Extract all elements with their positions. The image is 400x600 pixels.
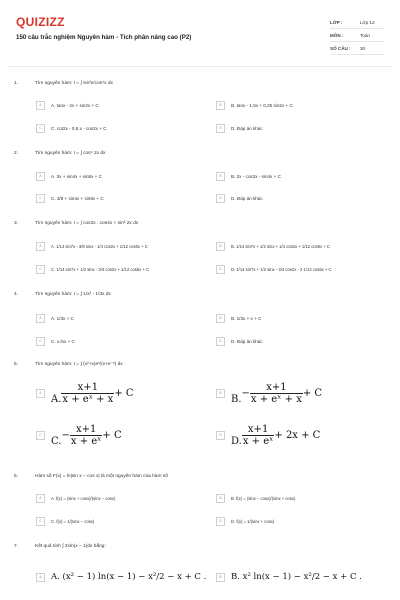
option-text: A. 1/3x + C [51, 316, 74, 321]
option-math [51, 382, 134, 405]
option-text: A. tanx - 2x + sin2x + C [51, 103, 99, 108]
option-3a[interactable] [36, 242, 148, 251]
option-text: C. x.lnx + C [51, 339, 75, 344]
question-1 [14, 81, 113, 86]
option-letter: A [36, 172, 45, 181]
option-text: C. 1/14 sin7x + 1/2 sinx - 3/4 cos2x + 1/12 cos6x + C [51, 267, 150, 272]
option-tail: + C [302, 388, 323, 399]
option-text: D. Đáp án khác [231, 126, 263, 131]
option-6b[interactable] [216, 494, 295, 503]
option-prefix: C. [51, 436, 62, 447]
option-text: C. cot2x - 0,5.x - cos2x + C [51, 126, 107, 131]
question-number: 1. [14, 81, 19, 86]
meta-key: MÔN : [330, 32, 344, 38]
question-6 [14, 474, 168, 479]
numerator: x+1 [250, 382, 303, 394]
denominator: x + eˣ + x [62, 394, 114, 405]
option-6a[interactable] [36, 494, 115, 503]
option-text: B. 1/14 sin7x + 1/2 sinx + 1/4 cos2x + 1/12 cos6x + C [231, 244, 330, 249]
meta-row-subject [330, 29, 384, 42]
option-1d[interactable] [216, 124, 263, 133]
question-number: 5. [14, 362, 19, 367]
option-letter: B [216, 314, 225, 323]
option-2c[interactable] [36, 194, 104, 203]
question-2 [14, 151, 105, 156]
meta-key: SỐ CÂU : [330, 45, 351, 51]
logo: QUIZIZZ [16, 15, 65, 29]
document-title: 150 câu trắc nghiệm Nguyên hàm - Tích phân nâng cao (P2) [16, 34, 192, 41]
option-tail: + C [114, 388, 134, 399]
option-letter: C [36, 431, 45, 440]
option-5c[interactable] [36, 424, 122, 447]
option-math [51, 424, 122, 447]
option-4c[interactable] [36, 337, 75, 346]
numerator: x+1 [61, 382, 114, 394]
question-prompt: Tìm nguyên hàm: I = ∫ cos3x . cos4x + sin³ 2x dx [35, 221, 139, 226]
option-text: D. 1/14 sin7x + 1/2 sinx - 3/4 cos2x - 2 1/12 cos6x + C [231, 267, 332, 272]
question-number: 2. [14, 151, 19, 156]
option-4a[interactable] [36, 314, 74, 323]
option-1a[interactable] [36, 101, 99, 110]
option-text: A. 3x + sin4x + sin8x + C [51, 174, 102, 179]
numerator: x+1 [242, 424, 275, 436]
option-letter: C [36, 124, 45, 133]
option-letter: B [216, 494, 225, 503]
option-math [231, 424, 320, 447]
option-letter: A [36, 389, 45, 398]
option-prefix: A. [51, 394, 62, 405]
option-6d[interactable] [216, 517, 274, 526]
option-text: B. 1/3x + x + C [231, 316, 262, 321]
meta-row-class [330, 16, 384, 29]
question-prompt: Kết quả tính ∫ 2xln(x − 1)dx bằng: [35, 544, 106, 549]
fraction [242, 424, 275, 447]
option-text: B. 2x - cos2x - sin4x + C [231, 174, 281, 179]
question-prompt: Tìm nguyên hàm: I = ∫ sin³x/cos⁴x dx [35, 81, 113, 86]
option-letter: D [216, 517, 225, 526]
option-6c[interactable] [36, 517, 94, 526]
header-divider [8, 66, 392, 67]
option-text: D. Đáp án khác [231, 339, 263, 344]
option-text: C. f(x) = 1/(sinx − cosx) [51, 519, 95, 524]
option-4d[interactable] [216, 337, 263, 346]
denominator: x + eˣ + x [250, 394, 302, 405]
option-1b[interactable] [216, 101, 293, 110]
option-letter: A [36, 314, 45, 323]
option-text: A. f(x) = (sinx + cosx)/(sinx − cosx) [51, 496, 116, 501]
option-letter: C [36, 194, 45, 203]
option-letter: D [216, 431, 225, 440]
fraction [61, 382, 114, 405]
option-4b[interactable] [216, 314, 261, 323]
option-letter: B [216, 242, 225, 251]
question-number: 4. [14, 292, 19, 297]
option-letter: A [36, 101, 45, 110]
question-number: 3. [14, 221, 19, 226]
option-letter: D [216, 265, 225, 274]
question-3 [14, 221, 138, 226]
option-text: B. f(x) = (sinx − cosx)/(sinx + cosx) [231, 496, 296, 501]
option-prefix: B. [231, 394, 242, 405]
fraction [250, 382, 303, 405]
option-sign: − [61, 430, 70, 441]
option-text: B. tanx - 1,5x + 0,25 sin2x + C [231, 103, 293, 108]
option-letter: B [216, 101, 225, 110]
question-7 [14, 544, 106, 549]
option-1c[interactable] [36, 124, 107, 133]
option-letter: B [216, 573, 225, 582]
option-5b[interactable] [216, 382, 322, 405]
option-letter: C [36, 337, 45, 346]
meta-panel [330, 16, 384, 55]
option-letter: D [216, 337, 225, 346]
question-prompt: Tìm nguyên hàm: I = ∫ 1/x³ - 1/3x dx [35, 292, 111, 297]
option-5a[interactable] [36, 382, 134, 405]
option-5d[interactable] [216, 424, 320, 447]
option-letter: B [216, 389, 225, 398]
option-letter: C [36, 265, 45, 274]
option-letter: A [36, 494, 45, 503]
meta-value: Lớp 12 [360, 19, 375, 25]
denominator: x + eˣ [242, 436, 274, 447]
meta-value: 30 [360, 45, 366, 51]
option-letter: D [216, 124, 225, 133]
option-tail: + 2x + C [274, 430, 321, 441]
option-tail: + C [102, 430, 122, 441]
option-prefix: D. [231, 436, 242, 447]
option-text: D. Đáp án khác [231, 196, 263, 201]
option-2d[interactable] [216, 194, 263, 203]
meta-key: LỚP : [330, 19, 343, 25]
question-prompt: Tìm nguyên hàm: I = ∫ cos⁴ 2x dx [35, 151, 106, 156]
fraction [70, 424, 103, 447]
option-text: A. 1/14 sin7x - 3/8 sinx - 1/4 cos2x + 1/12 cos6x + C [51, 244, 148, 249]
question-prompt: Hàm số F(x) = ln|sin x − cos x| là một nguyên hàm của hàm số [35, 474, 168, 479]
option-letter: B [216, 172, 225, 181]
option-3b[interactable] [216, 242, 330, 251]
option-sign: − [241, 388, 250, 399]
meta-value: Toán [360, 32, 370, 38]
option-3d[interactable] [216, 265, 332, 274]
option-2a[interactable] [36, 172, 102, 181]
question-5 [14, 362, 123, 367]
option-text: B. x² ln(x − 1) − x²/2 − x + C . [231, 572, 362, 582]
option-7a[interactable] [36, 572, 206, 582]
option-letter: D [216, 194, 225, 203]
option-letter: A [36, 242, 45, 251]
option-letter: C [36, 517, 45, 526]
question-number: 7. [14, 544, 19, 549]
option-3c[interactable] [36, 265, 149, 274]
question-4 [14, 292, 111, 297]
question-number: 6. [14, 474, 19, 479]
meta-row-count [330, 42, 384, 55]
numerator: x+1 [70, 424, 103, 436]
option-2b[interactable] [216, 172, 281, 181]
denominator: x + eˣ [70, 436, 102, 447]
option-math [231, 382, 322, 405]
option-text: A. (x² − 1) ln(x − 1) − x²/2 − x + C . [51, 572, 207, 582]
question-prompt: Tìm nguyên hàm: I = ∫ (x²+x)eˣ/(x+e⁻ˣ) dx [35, 362, 123, 367]
option-text: C. 3/8 + sin4x + sin8x + C [51, 196, 104, 201]
option-text: D. f(x) = 1/(sinx + cosx) [231, 519, 275, 524]
option-letter: A [36, 573, 45, 582]
option-7b[interactable] [216, 572, 362, 582]
